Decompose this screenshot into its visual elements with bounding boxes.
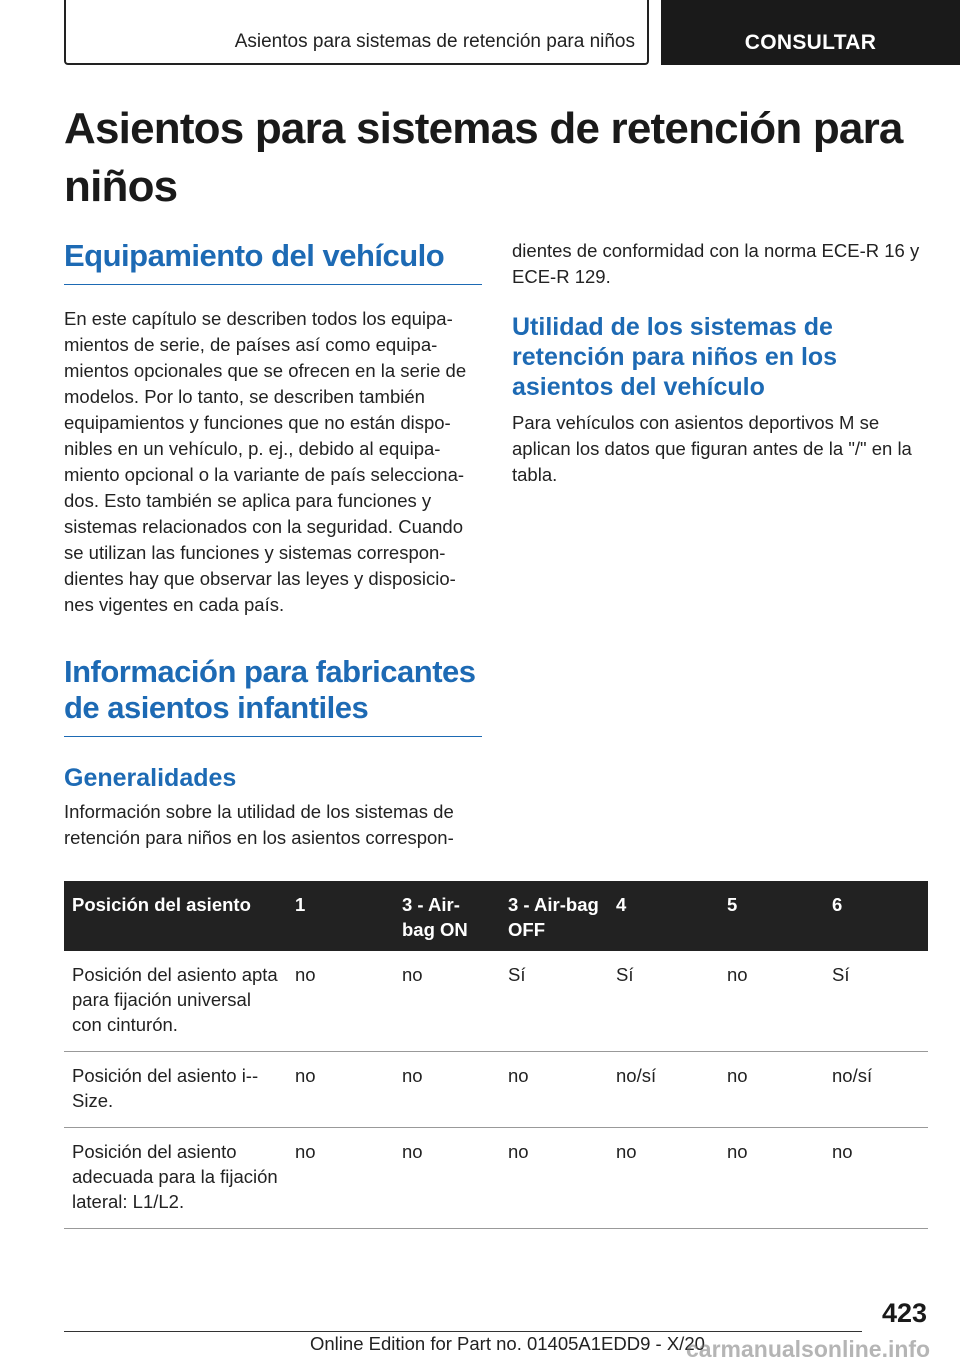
- table-cell: Posición del asiento i--Size.: [64, 1052, 287, 1128]
- paragraph-utilidad: Para vehículos con asientos deportivos M se aplican los datos que figuran antes de la "/" en la tabla.: [512, 412, 912, 485]
- page-header: [64, 0, 960, 65]
- table-header-cell: Posición del asiento: [64, 881, 287, 951]
- table-header-cell: 4: [608, 881, 719, 951]
- table-header-cell: 1: [287, 881, 394, 951]
- header-tab-consultar[interactable]: CONSULTAR: [661, 0, 960, 65]
- table-cell: no/sí: [608, 1052, 719, 1128]
- table-cell: no: [287, 1128, 394, 1229]
- table-cell: no: [608, 1128, 719, 1229]
- header-section-title: Asientos para sistemas de retención para niños: [64, 0, 649, 65]
- compatibility-table: [64, 881, 928, 1229]
- table-header-cell: 5: [719, 881, 824, 951]
- table-row: [64, 1052, 928, 1128]
- heading-generalidades: Generalidades: [64, 764, 237, 792]
- table-header-cell: 3 - Air-bag OFF: [500, 881, 608, 951]
- table-cell: no/sí: [824, 1052, 928, 1128]
- paragraph-continuation: dientes de conformidad con la norma ECE-R 16 y ECE-R 129.: [512, 240, 920, 287]
- table-cell: no: [719, 1052, 824, 1128]
- paragraph-generalidades: Información sobre la utilidad de los sistemas de retención para niños en los asientos correspon-: [64, 801, 454, 848]
- table-cell: no: [394, 951, 500, 1052]
- footer-divider: [64, 1331, 862, 1332]
- table-cell: Sí: [824, 951, 928, 1052]
- page-number: 423: [881, 1298, 927, 1328]
- page-title: Asientos para sistemas de retención para niños: [64, 104, 903, 211]
- watermark: carmanualsonline.info: [686, 1336, 931, 1362]
- heading-utilidad: Utilidad de los sistemas de retención para niños en los asientos del vehículo: [512, 313, 838, 401]
- table-cell: no: [287, 1052, 394, 1128]
- table-row: [64, 951, 928, 1052]
- table-cell: no: [394, 1128, 500, 1229]
- table-cell: Posición del asiento apta para fijación universal con cinturón.: [64, 951, 287, 1052]
- table-header-cell: 6: [824, 881, 928, 951]
- heading-informacion-fabricantes: Información para fabricantes de asientos infantiles: [64, 654, 482, 737]
- table-row: [64, 1128, 928, 1229]
- table-cell: Posición del asiento adecuada para la fijación lateral: L1/L2.: [64, 1128, 287, 1229]
- table-cell: no: [287, 951, 394, 1052]
- footer-edition-text: Online Edition for Part no. 01405A1EDD9 - X/20: [310, 1333, 705, 1354]
- right-column: [512, 238, 922, 488]
- heading-equipamiento: Equipamiento del vehículo: [64, 238, 482, 285]
- table-cell: Sí: [500, 951, 608, 1052]
- table-cell: no: [500, 1052, 608, 1128]
- paragraph-equipamiento: En este capítulo se describen todos los equipa-mientos de serie, de países así como equipa-mientos opcionales que se ofrecen en la serie de modelos. Por lo tanto, se describen también equipamientos y funciones que no están dispo-nibles en un vehículo, p. ej., debido al equipa-miento opcional o la variante de país selecciona-dos. Esto también se aplica para funciones y sistemas relacionados con la seguridad. Cuando se utilizan las funciones y sistemas correspon-dientes hay que observar las leyes y disposicio-nes vigentes en cada país.: [64, 308, 467, 615]
- table-header-row: [64, 881, 928, 951]
- table-cell: no: [824, 1128, 928, 1229]
- table-cell: no: [719, 951, 824, 1052]
- left-column: [64, 238, 482, 851]
- table-cell: no: [394, 1052, 500, 1128]
- table-cell: no: [719, 1128, 824, 1229]
- table-cell: Sí: [608, 951, 719, 1052]
- table-header-cell: 3 - Air-bag ON: [394, 881, 500, 951]
- table-cell: no: [500, 1128, 608, 1229]
